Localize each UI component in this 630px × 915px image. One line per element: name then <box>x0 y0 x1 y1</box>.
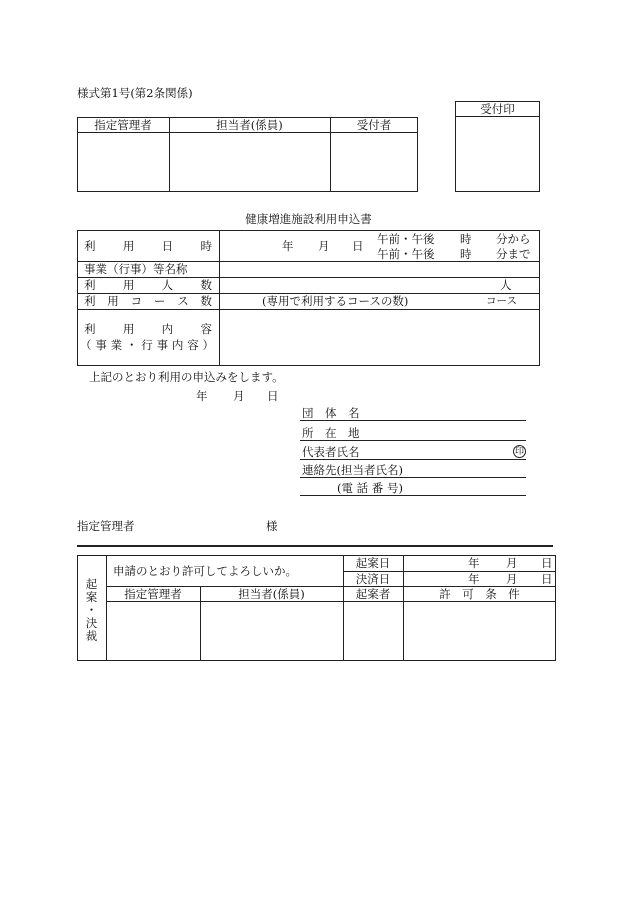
decision-day-unit: 日 <box>541 572 553 586</box>
label-usage-content: 利 用 内 容 <box>84 322 212 336</box>
draft-month-unit: 月 <box>506 556 518 570</box>
group-name-line[interactable] <box>300 420 526 421</box>
application-month-unit: 月 <box>233 389 245 403</box>
approval-question: 申請のとおり許可してよろしいか。 <box>113 564 297 578</box>
approval-header-drafter: 起案者 <box>355 587 391 601</box>
minute-from: 分から <box>496 232 531 246</box>
hour-end-unit: 時 <box>460 247 472 261</box>
course-unit: コース <box>486 295 517 307</box>
label-usage-content-sub: （ 事 業 ・ 行 事 内 容 ） <box>80 338 214 352</box>
label-address: 所 在 地 <box>302 426 360 440</box>
course-note: (専用で利用するコースの数) <box>262 294 409 308</box>
contact-line[interactable] <box>300 477 526 478</box>
form-title: 健康増進施設利用申込書 <box>245 212 372 226</box>
reception-header-staff: 担当者(係員) <box>216 118 283 132</box>
ampm-start: 午前・午後 <box>377 232 435 246</box>
reception-staff-cell[interactable] <box>169 133 330 191</box>
address-line[interactable] <box>300 440 526 441</box>
ampm-end: 午前・午後 <box>377 247 435 261</box>
section-divider <box>77 545 553 547</box>
label-phone: (電 話 番 号) <box>337 481 403 495</box>
people-unit: 人 <box>500 278 512 292</box>
label-representative: 代表者氏名 <box>302 445 360 459</box>
approval-header-manager: 指定管理者 <box>124 587 182 601</box>
reception-seal-label: 受付印 <box>480 102 515 116</box>
application-year-unit: 年 <box>196 389 208 403</box>
usage-content-field[interactable] <box>220 310 539 365</box>
approval-manager-cell[interactable] <box>107 602 200 660</box>
approval-drafter-cell[interactable] <box>344 602 403 660</box>
approval-staff-cell[interactable] <box>201 602 343 660</box>
addressee-honorific: 様 <box>266 519 278 533</box>
draft-day-unit: 日 <box>541 556 553 570</box>
statement: 上記のとおり利用の申込みをします。 <box>89 370 284 384</box>
label-event-name: 事業（行事）等名称 <box>84 262 188 276</box>
phone-line[interactable] <box>300 495 526 496</box>
seal-mark: 印 <box>514 447 524 457</box>
minute-until: 分まで <box>496 247 531 261</box>
event-name-field[interactable] <box>220 262 539 277</box>
label-course-count: 利 用 コ ー ス 数 <box>84 294 212 308</box>
hour-start-unit: 時 <box>460 232 472 246</box>
form-number: 様式第1号(第2条関係) <box>77 86 193 100</box>
approval-side-label: 起 案 ・ 決 裁 <box>85 577 98 643</box>
decision-year-unit: 年 <box>468 572 480 586</box>
label-usage-datetime: 利 用 日 時 <box>84 239 212 253</box>
reception-header-receiver: 受付者 <box>356 118 392 132</box>
date-day-unit: 日 <box>352 239 364 253</box>
reception-receiver-cell[interactable] <box>330 133 418 191</box>
approval-conditions-cell[interactable] <box>404 602 555 660</box>
draft-year-unit: 年 <box>468 556 480 570</box>
reception-header-manager: 指定管理者 <box>94 118 152 132</box>
decision-month-unit: 月 <box>506 572 518 586</box>
label-contact: 連絡先(担当者氏名) <box>302 463 403 477</box>
representative-line[interactable] <box>300 459 526 460</box>
date-year-unit: 年 <box>282 239 294 253</box>
label-draft-date: 起案日 <box>355 556 391 570</box>
approval-header-conditions: 許 可 条 件 <box>439 587 520 601</box>
label-people-count: 利 用 人 数 <box>84 278 212 292</box>
label-decision-date: 決済日 <box>355 572 391 586</box>
date-month-unit: 月 <box>318 239 330 253</box>
approval-header-staff: 担当者(係員) <box>238 587 305 601</box>
application-day-unit: 日 <box>267 389 279 403</box>
reception-manager-cell[interactable] <box>77 133 169 191</box>
label-group-name: 団 体 名 <box>302 406 360 420</box>
addressee-label: 指定管理者 <box>77 519 135 533</box>
people-count-field[interactable] <box>220 278 500 293</box>
